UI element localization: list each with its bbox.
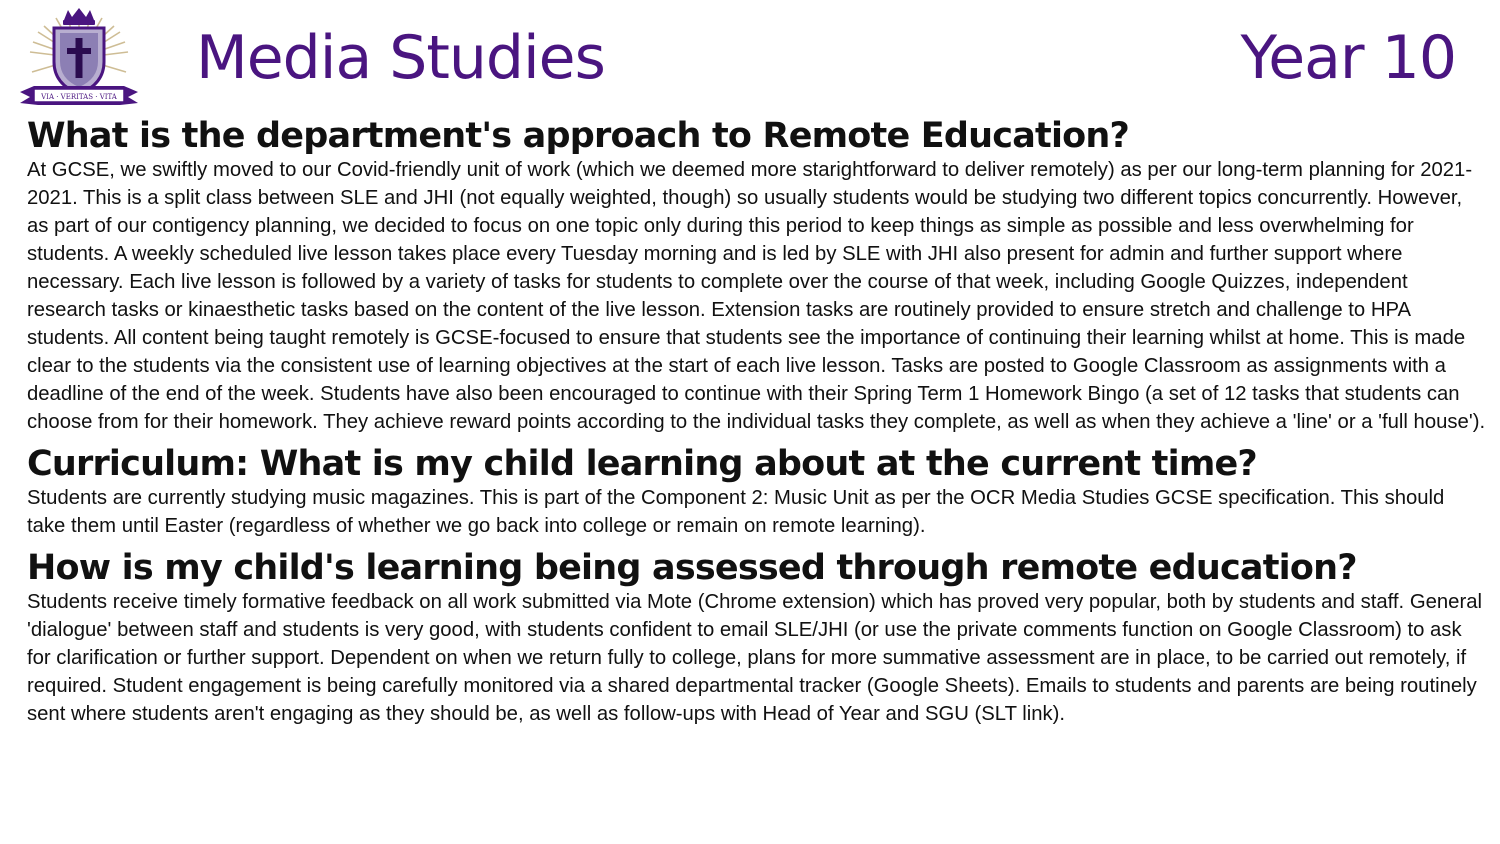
page-title: Media Studies	[196, 23, 605, 93]
page-header	[0, 0, 1500, 118]
section-heading-assessment: How is my child's learning being assessed through remote education?	[27, 548, 1357, 588]
section-heading-remote-education: What is the department's approach to Remote Education?	[27, 116, 1130, 156]
year-label: Year 10	[1240, 23, 1456, 93]
page-content	[27, 116, 1487, 728]
section-body-curriculum: Students are currently studying music magazines. This is part of the Component 2: Music Unit as per the OCR Media Studies GCSE specification. This should take them until Easter (regardless of whether we go back into college or remain on remote learning).	[27, 487, 1445, 537]
crest-motto: VIA · VERITAS · VITA	[41, 93, 117, 101]
section-body-remote-education: At GCSE, we swiftly moved to our Covid-friendly unit of work (which we deemed more starightforward to deliver remotely) as per our long-term planning for 2021- 2021. This is a split class between SLE and JHI (not equally weighted, though) so usually students would be studying two different topics concurrently. However, as part of our contigency planning, we decided to focus on one topic only during this period to keep things as simple as possible and less overwhelming for students. A weekly scheduled live lesson takes place every Tuesday morning and is led by SLE with JHI also present for admin and further support where necessary. Each live lesson is followed by a variety of tasks for students to complete over the course of that week, including Google Quizzes, independent research tasks or kinaesthetic tasks based on the content of the live lesson. Extension tasks are routinely provided to ensure stretch and challenge to HPA students. All content being taught remotely is GCSE-focused to ensure that students see the importance of continuing their learning whilst at home. This is made clear to the students via the consistent use of learning objectives at the start of each live lesson. Tasks are posted to Google Classroom as assignments with a deadline of the end of the week. Students have also been encouraged to continue with their Spring Term 1 Homework Bingo (a set of 12 tasks that students can choose from for their homework. They achieve reward points according to the individual tasks they complete, as well as when they achieve a 'line' or a 'full house').	[27, 159, 1486, 433]
section-heading-curriculum: Curriculum: What is my child learning about at the current time?	[27, 444, 1257, 484]
school-crest-icon	[14, 6, 144, 114]
section-body-assessment: Students receive timely formative feedback on all work submitted via Mote (Chrome extension) which has proved very popular, both by students and staff. General 'dialogue' between staff and students is very good, with students confident to email SLE/JHI (or use the private comments function on Google Classroom) to ask for clarification or further support. Dependent on when we return fully to college, plans for more summative assessment are in place, to be carried out remotely, if required. Student engagement is being carefully monitored via a shared departmental tracker (Google Sheets). Emails to students and parents are being routinely sent where students aren't engaging as they should be, as well as follow-ups with Head of Year and SGU (SLT link).	[27, 591, 1482, 725]
